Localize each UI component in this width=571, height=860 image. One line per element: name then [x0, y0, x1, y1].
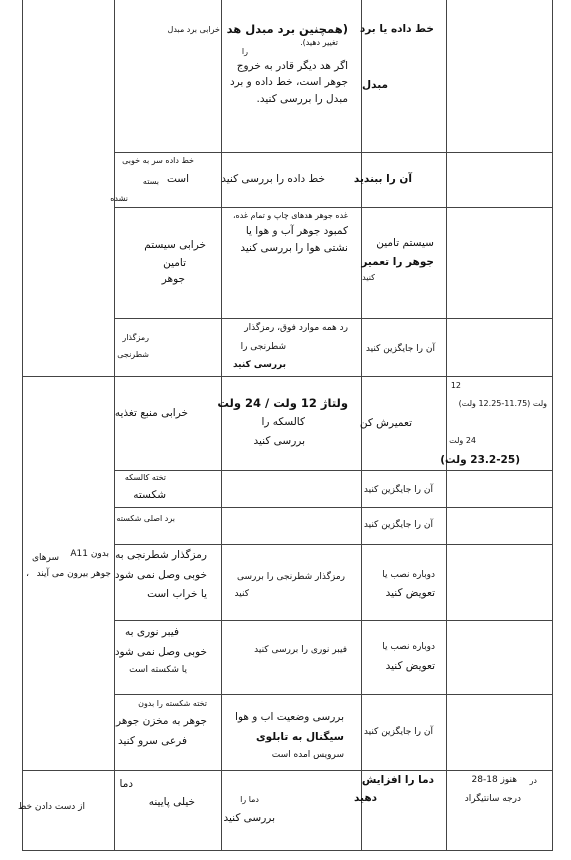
cause-cell — [115, 550, 207, 600]
spec-text: (23.2-25 ولت) — [440, 454, 520, 466]
cause-cell — [120, 779, 134, 790]
cause-text: بسته — [142, 177, 159, 186]
check-text: غده جوهر هدهای چاپ و تمام غده، — [232, 211, 348, 220]
action-text: دوباره نصب یا — [382, 642, 435, 652]
row-divider — [114, 620, 553, 621]
group-label — [37, 570, 111, 579]
action-cell — [366, 345, 435, 354]
check-text: رمزگذار شطرنجی را بررسی — [237, 572, 345, 582]
row-divider — [114, 152, 553, 153]
cause-text: رمزگذار — [122, 333, 149, 342]
check-text: رد همه موارد فوق، رمزگذار — [244, 323, 348, 333]
check-text: سیگنال به تابلوی — [256, 730, 344, 743]
cause-text: است — [166, 173, 189, 185]
action-text: جوهر را تعمیر — [361, 255, 434, 268]
action-text: آن را جایگزین کنید — [363, 485, 433, 495]
action-text: تعمیرش کن — [359, 417, 412, 429]
cause-cell — [117, 334, 149, 359]
cause-cell — [115, 408, 188, 419]
check-text: نشتی هوا را بررسی کنید — [240, 241, 348, 254]
action-text: آن را جایگزین کنید — [363, 520, 433, 530]
spec-cell — [465, 795, 521, 804]
cause-cell — [143, 178, 159, 186]
spec-text: 24 ولت — [449, 436, 476, 445]
cause-text: تخته کالسکه — [124, 473, 166, 482]
check-cell — [240, 796, 259, 812]
action-cell — [364, 521, 433, 530]
check-text: بررسی وضعیت اب و هوا — [235, 711, 344, 723]
cause-cell — [116, 515, 175, 523]
action-text: آن را جایگزین کنید — [365, 344, 435, 354]
spec-cell — [440, 455, 520, 466]
group-label-text: جوهر بیرون می آیند — [36, 569, 111, 579]
group-divider — [22, 770, 553, 771]
action-text: خط داده یا برد — [359, 23, 434, 35]
spec-cell — [530, 777, 537, 785]
group-label — [18, 803, 85, 812]
cause-text: خوبی وصل نمی شود — [114, 568, 207, 581]
check-cell — [233, 212, 348, 253]
action-text: دوباره نصب یا — [382, 570, 435, 580]
table-divider — [114, 0, 115, 850]
action-cell — [382, 643, 435, 672]
group-label — [70, 550, 109, 559]
check-text: را — [241, 46, 248, 56]
cause-text: رمزگذار شطرنجی به — [115, 549, 207, 561]
cause-cell — [149, 797, 195, 808]
row-divider — [114, 694, 553, 695]
cause-cell — [122, 157, 194, 171]
action-text: آن را ببندید — [353, 173, 412, 185]
action-cell — [354, 775, 434, 803]
action-cell — [364, 486, 433, 495]
check-text: (همچنین برد مبدل هد — [226, 22, 348, 36]
check-text: کمبود جوهر آب و هوا یا — [245, 225, 348, 237]
check-text: کالسکه را — [261, 415, 305, 428]
cause-text: شکسته — [133, 489, 166, 501]
check-text: بررسی کنید — [223, 812, 275, 824]
spec-text: هنوز 18-28 — [471, 775, 517, 785]
action-text: آن را جایگزین کنید — [363, 727, 433, 737]
check-text: خط داده را بررسی کنید — [221, 173, 325, 185]
cause-cell — [125, 474, 166, 501]
action-cell — [360, 418, 412, 429]
spec-cell — [449, 437, 476, 445]
check-text: اگر هد دیگر قادر به خروج — [236, 59, 348, 72]
cause-cell — [168, 26, 220, 34]
check-text: بررسی کنید — [253, 435, 305, 447]
cause-text: تخته شکسته را بدون — [138, 699, 207, 708]
cause-text: خرابی سیستم — [144, 239, 206, 251]
cause-text: خط داده سر به خوبی — [122, 156, 194, 165]
check-text: سرویس امده است — [271, 750, 344, 760]
group-divider — [22, 376, 553, 377]
cause-text: یا شکسته است — [129, 665, 187, 675]
action-text: مبدل — [362, 78, 388, 91]
check-cell — [254, 646, 347, 655]
cause-text: خوبی وصل نمی شود — [114, 645, 207, 658]
table-divider — [446, 0, 447, 850]
row-divider — [114, 507, 553, 508]
check-text: جوهر است، خط داده و برد — [229, 76, 348, 88]
group-label-text: ، — [26, 569, 29, 579]
action-text: دما را افزایش — [361, 774, 434, 786]
group-label — [32, 554, 59, 563]
action-cell — [382, 571, 435, 599]
check-cell — [235, 573, 345, 599]
check-cell — [233, 324, 348, 370]
cause-text: شطرنجی — [117, 350, 149, 359]
action-text: دهید — [353, 791, 377, 804]
row-divider — [114, 470, 553, 471]
action-text: تعویض کنید — [385, 587, 435, 599]
table-border-bottom — [22, 850, 553, 851]
cause-text: خرابی منبع تغذیه — [114, 407, 188, 419]
check-text: تغییر دهید). — [300, 37, 338, 47]
group-label — [26, 570, 29, 579]
spec-cell — [451, 382, 461, 390]
table-border-left — [22, 0, 23, 850]
row-divider — [114, 318, 553, 319]
group-label-text: بدون A11 — [70, 549, 109, 559]
check-cell — [227, 24, 348, 104]
action-cell — [361, 238, 434, 282]
action-text: سیستم تامین — [376, 237, 434, 249]
action-cell — [354, 174, 412, 185]
spec-text: 12 — [450, 381, 461, 390]
cause-cell — [110, 195, 128, 203]
cause-text: یا خراب است — [147, 588, 207, 600]
row-divider — [114, 544, 553, 545]
check-cell — [217, 398, 348, 447]
cause-text: تامین — [163, 256, 186, 269]
cause-text: برد اصلی شکسته — [116, 514, 175, 523]
spec-text: درجه سانتیگراد — [464, 794, 521, 804]
spec-cell — [459, 400, 547, 408]
action-text: کنید — [362, 273, 375, 282]
cause-cell — [115, 627, 207, 675]
table-border-right — [552, 0, 553, 850]
check-text: ولتاژ 12 ولت / 24 ولت — [217, 396, 348, 410]
check-text: بررسی کنید — [232, 360, 286, 370]
check-text: فیبر نوری را بررسی کنید — [254, 645, 347, 655]
cause-text: دما — [119, 778, 133, 790]
cause-text: فیبر نوری به — [124, 626, 179, 638]
row-divider — [114, 207, 553, 208]
check-text: دما را — [240, 795, 259, 804]
group-label-text: از دست دادن خط — [17, 802, 85, 812]
check-cell — [221, 174, 325, 185]
cause-text: فرعی سرو کنید — [117, 734, 187, 747]
cause-text: خیلی پایینه — [148, 796, 195, 808]
action-text: تعویض کنید — [385, 660, 435, 672]
spec-text: در — [529, 776, 537, 785]
action-cell — [360, 24, 434, 90]
cause-text: جوهر — [161, 273, 185, 285]
check-text: شطرنجی را — [240, 342, 286, 352]
check-cell — [223, 813, 275, 824]
spec-text: ولت (11.75-12.25 ولت) — [458, 399, 547, 408]
check-text: مبدل را بررسی کنید. — [256, 92, 348, 105]
check-text: کنید — [234, 589, 249, 599]
cause-text: جوهر به مخزن جوهر — [116, 715, 207, 727]
cause-text: نشده — [110, 194, 128, 203]
action-cell — [364, 728, 433, 737]
cause-cell — [116, 700, 207, 746]
cause-cell — [167, 174, 189, 185]
check-cell — [235, 712, 344, 760]
cause-cell — [144, 240, 206, 285]
group-label-text: سرهای — [31, 553, 59, 563]
cause-text: خرابی برد مبدل — [167, 25, 220, 34]
spec-cell — [472, 776, 517, 785]
